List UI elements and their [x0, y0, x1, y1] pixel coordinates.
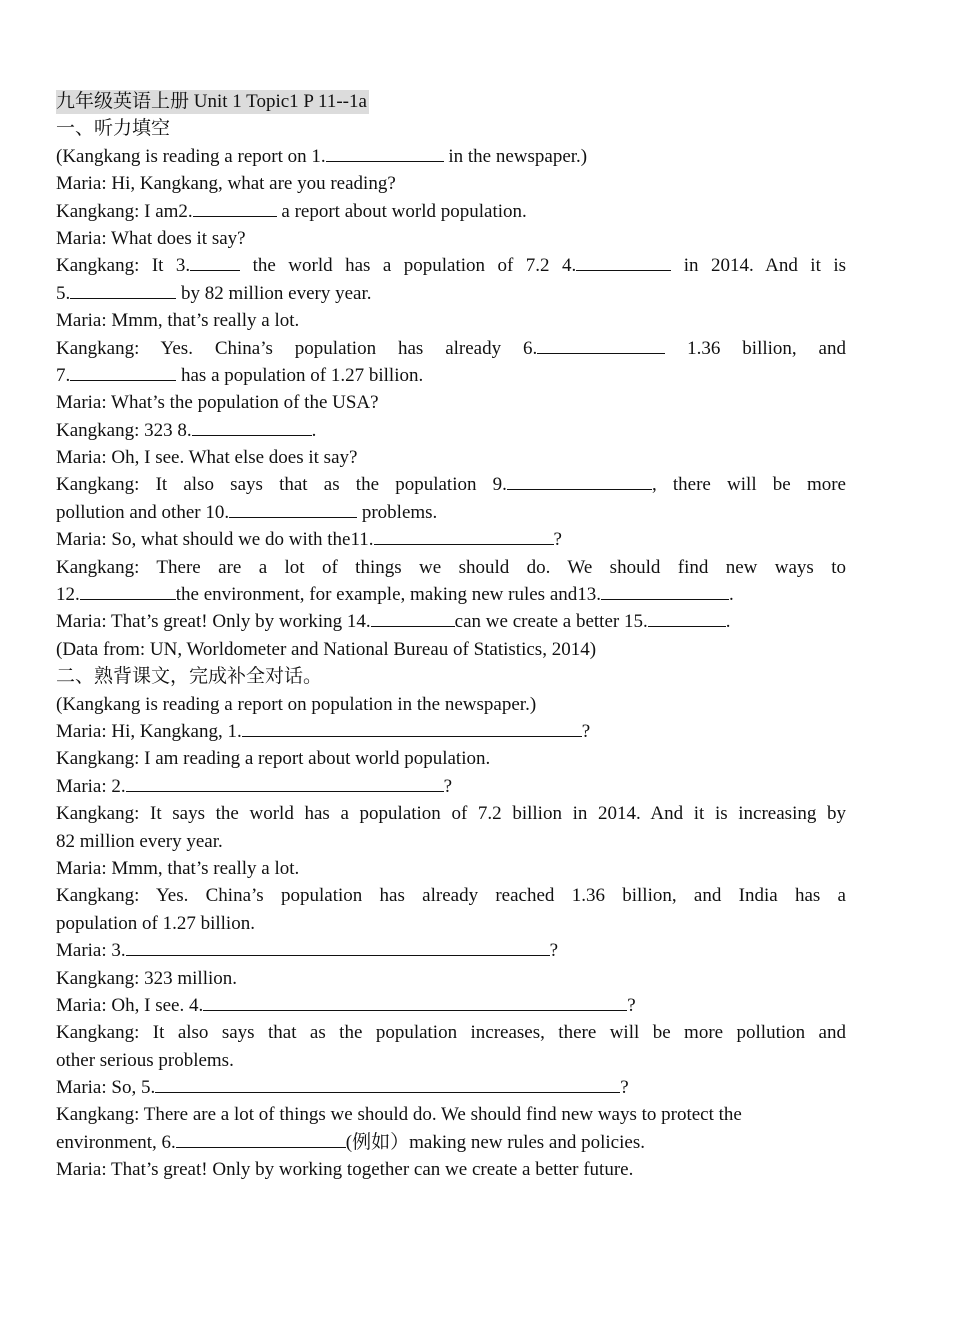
line: Kangkang: I am reading a report about world population. — [56, 748, 491, 770]
line: (Data from: UN, Worldometer and National Bureau of Statistics, 2014) — [56, 638, 597, 660]
blank-8[interactable] — [192, 417, 312, 436]
line: other serious problems. — [56, 1049, 234, 1071]
line: Kangkang: Yes. China’s population has already 6. 1.36 billion, and — [56, 335, 846, 362]
line: Kangkang: I am2. a report about world population. — [56, 198, 846, 225]
line: pollution and other 10. problems. — [56, 499, 846, 526]
blank-1[interactable] — [326, 143, 444, 162]
line: Maria: Mmm, that’s really a lot. — [56, 310, 300, 332]
line: Kangkang: It also says that as the population 9. , there will be more — [56, 471, 846, 498]
answer-blank-4[interactable] — [203, 992, 627, 1011]
blank-12[interactable] — [80, 581, 176, 600]
section-heading-listening: 一、听力填空 — [56, 118, 171, 140]
line: Kangkang: There are a lot of things we should do. We should find new ways to protect the — [56, 1104, 742, 1126]
line: Maria: 3. ? — [56, 937, 846, 964]
line: Kangkang: It 3. the world has a population of 7.2 4. in 2014. And it is — [56, 252, 846, 279]
line: 12. the environment, for example, making new rules and13. . — [56, 581, 846, 608]
line: Maria: Oh, I see. 4. ? — [56, 992, 846, 1019]
line: Kangkang: There are a lot of things we should do. We should find new ways to — [56, 556, 846, 578]
page-title-line — [56, 88, 846, 115]
line: Kangkang: Yes. China’s population has already reached 1.36 billion, and India has a — [56, 885, 846, 907]
answer-blank-1[interactable] — [242, 718, 582, 737]
blank-9[interactable] — [507, 471, 652, 490]
line: Maria: What does it say? — [56, 227, 246, 249]
answer-blank-2[interactable] — [126, 773, 444, 792]
blank-4[interactable] — [576, 252, 671, 271]
blank-13[interactable] — [601, 581, 729, 600]
answer-blank-3[interactable] — [126, 937, 550, 956]
page-title: 九年级英语上册 Unit 1 Topic1 P 11--1a — [56, 91, 367, 112]
line: Kangkang: It also says that as the population increases, there will be more pollution and — [56, 1022, 846, 1044]
blank-7[interactable] — [70, 362, 176, 381]
line: environment, 6. (例如）making new rules and policies. — [56, 1129, 846, 1156]
blank-11[interactable] — [374, 526, 554, 545]
blank-2[interactable] — [193, 198, 277, 217]
line: Kangkang: It says the world has a population of 7.2 billion in 2014. And it is increasing by — [56, 803, 846, 825]
line: (Kangkang is reading a report on 1. in the newspaper.) — [56, 143, 846, 170]
line: (Kangkang is reading a report on population in the newspaper.) — [56, 693, 537, 715]
blank-5[interactable] — [70, 280, 176, 299]
line: 7. has a population of 1.27 billion. — [56, 362, 846, 389]
line: Maria: So, 5. ? — [56, 1074, 846, 1101]
blank-3[interactable] — [190, 252, 240, 271]
line: Kangkang: 323 million. — [56, 967, 238, 989]
blank-15[interactable] — [648, 608, 726, 627]
line: 82 million every year. — [56, 830, 223, 852]
line: Maria: Mmm, that’s really a lot. — [56, 857, 300, 879]
worksheet — [56, 88, 846, 1184]
answer-blank-5[interactable] — [155, 1074, 620, 1093]
line: Kangkang: 323 8. . — [56, 417, 846, 444]
line: population of 1.27 billion. — [56, 912, 255, 934]
line: Maria: What’s the population of the USA? — [56, 392, 379, 414]
blank-14[interactable] — [371, 608, 455, 627]
line: Maria: Hi, Kangkang, what are you reading? — [56, 173, 396, 195]
answer-blank-6[interactable] — [176, 1129, 346, 1148]
line: Maria: 2. ? — [56, 773, 846, 800]
blank-6[interactable] — [537, 335, 665, 354]
line: Maria: That’s great! Only by working together can we create a better future. — [56, 1159, 634, 1181]
section-heading-recite: 二、熟背课文，完成补全对话。 — [56, 666, 323, 688]
line: 5. by 82 million every year. — [56, 280, 846, 307]
line: Maria: That’s great! Only by working 14. can we create a better 15. . — [56, 608, 846, 635]
line: Maria: Hi, Kangkang, 1. ? — [56, 718, 846, 745]
line: Maria: Oh, I see. What else does it say? — [56, 447, 358, 469]
blank-10[interactable] — [229, 499, 357, 518]
line: Maria: So, what should we do with the11. ? — [56, 526, 846, 553]
